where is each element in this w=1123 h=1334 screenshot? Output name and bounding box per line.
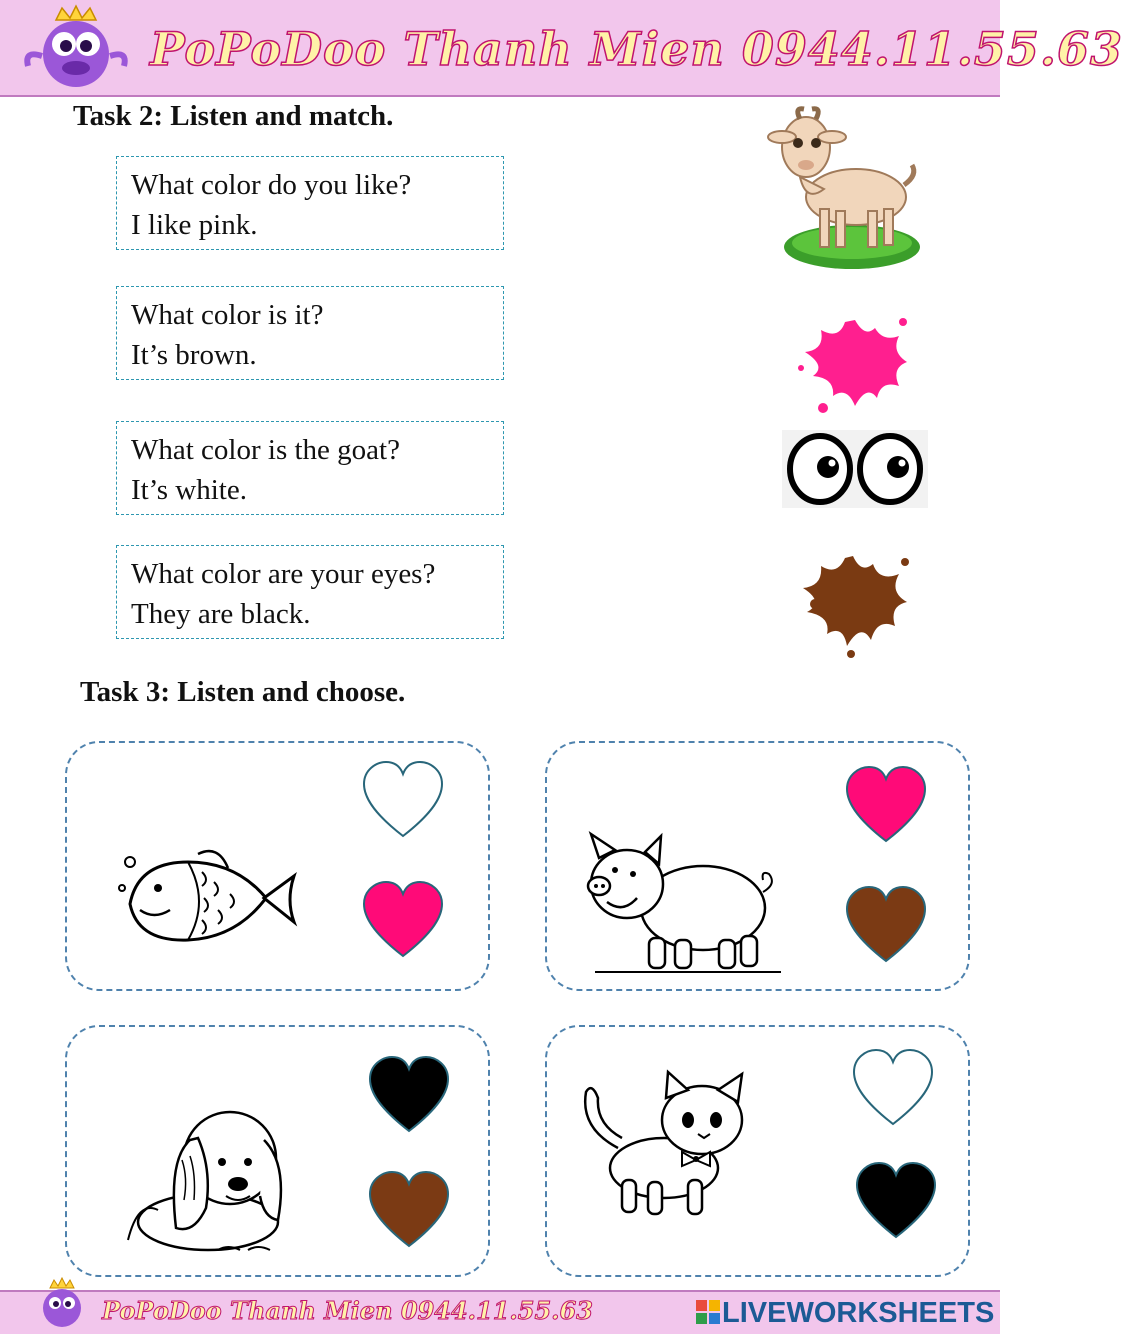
question-text: What color is it?	[131, 299, 324, 331]
header-title: PoPoDoo Thanh Mien 0944.11.55.63	[150, 22, 1123, 76]
heart-black-icon[interactable]	[855, 1163, 937, 1243]
fish-drawing	[118, 838, 298, 968]
task3-title: Task 3: Listen and choose.	[80, 676, 406, 708]
answer-text: It’s white.	[131, 474, 247, 506]
liveworksheets-logo-icon	[696, 1300, 720, 1324]
pig-drawing	[585, 830, 785, 980]
dog-drawing	[118, 1100, 288, 1260]
pink-paint-splash[interactable]	[795, 308, 915, 418]
cat-drawing	[578, 1068, 758, 1228]
heart-white-icon[interactable]	[362, 762, 444, 842]
mascot-logo-small	[30, 1276, 94, 1330]
answer-text: I like pink.	[131, 209, 258, 241]
match-box-2[interactable]	[116, 286, 504, 380]
match-box-3[interactable]	[116, 421, 504, 515]
footer-title: PoPoDoo Thanh Mien 0944.11.55.63	[102, 1296, 593, 1325]
question-text: What color is the goat?	[131, 434, 400, 466]
heart-pink-icon[interactable]	[845, 767, 927, 847]
heart-white-icon[interactable]	[852, 1050, 934, 1130]
answer-text: It’s brown.	[131, 339, 257, 371]
mascot-logo	[18, 4, 138, 92]
match-box-4[interactable]	[116, 545, 504, 639]
heart-brown-icon[interactable]	[845, 887, 927, 967]
answer-text: They are black.	[131, 598, 311, 630]
heart-brown-icon[interactable]	[368, 1172, 450, 1252]
eyes-image[interactable]	[782, 430, 928, 508]
goat-image[interactable]	[760, 105, 920, 275]
heart-black-icon[interactable]	[368, 1057, 450, 1137]
question-text: What color are your eyes?	[131, 558, 436, 590]
task2-title: Task 2: Listen and match.	[73, 100, 394, 132]
brown-paint-splash[interactable]	[795, 542, 915, 657]
liveworksheets-brand[interactable]: LIVEWORKSHEETS	[722, 1297, 995, 1329]
heart-pink-icon[interactable]	[362, 882, 444, 962]
question-text: What color do you like?	[131, 169, 412, 201]
match-box-1[interactable]	[116, 156, 504, 250]
